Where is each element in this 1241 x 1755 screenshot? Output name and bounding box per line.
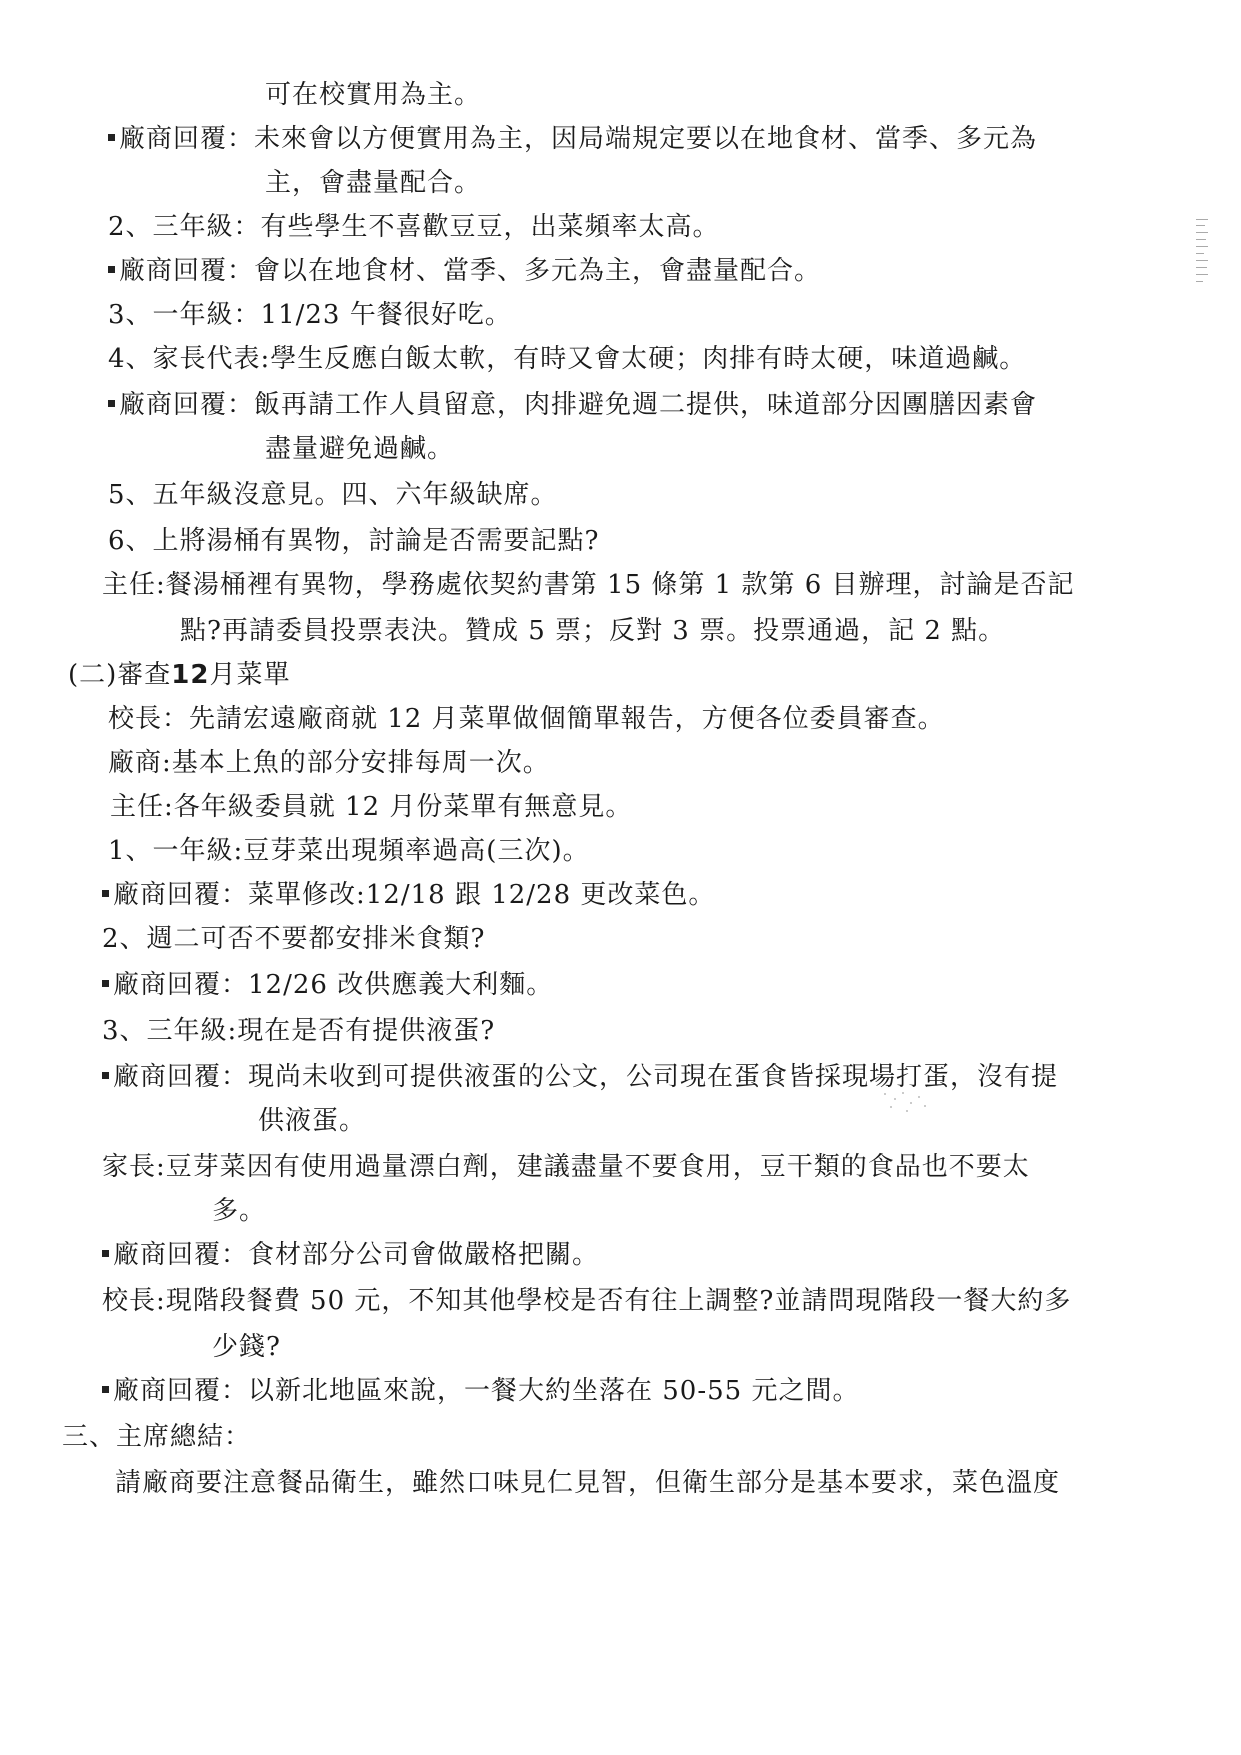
text-line: 供液蛋。 (258, 1106, 367, 1136)
vendor-reply-line: 廠商回覆：以新北地區來說，一餐大約坐落在 50-55 元之間。 (102, 1374, 859, 1408)
director-line: 主任:餐湯桶裡有異物，學務處依契約書第 15 條第 1 款第 6 目辦理，討論是否記 (102, 570, 1075, 600)
bullet-icon (102, 1250, 109, 1257)
item-line: 6、上將湯桶有異物，討論是否需要記點? (108, 526, 600, 556)
vendor-reply-line: 廠商回覆：菜單修改:12/18 跟 12/28 更改菜色。 (102, 878, 715, 912)
item-line: 2、三年級：有些學生不喜歡豆豆，出菜頻率太高。 (108, 212, 720, 242)
scan-artifact (880, 1090, 930, 1114)
bullet-icon (108, 266, 115, 273)
item-line: 3、三年級:現在是否有提供液蛋? (102, 1016, 496, 1046)
vendor-reply-line: 廠商回覆：12/26 改供應義大利麵。 (102, 968, 553, 1002)
text-line: 盡量避免過鹹。 (265, 434, 455, 464)
vendor-reply-line: 廠商回覆：現尚未收到可提供液蛋的公文，公司現在蛋食皆採現場打蛋，沒有提 (102, 1060, 1058, 1094)
item-line: 1、一年級:豆芽菜出現頻率過高(三次)。 (108, 836, 590, 866)
vendor-line: 廠商:基本上魚的部分安排每周一次。 (108, 748, 550, 778)
text-line: 主，會盡量配合。 (265, 168, 482, 198)
vendor-reply-line: 廠商回覆：會以在地食材、當季、多元為主，會盡量配合。 (108, 254, 821, 288)
section-heading: 三、主席總結： (62, 1422, 252, 1452)
vendor-reply-line: 廠商回覆：飯再請工作人員留意，肉排避免週二提供，味道部分因團膳因素會 (108, 388, 1037, 422)
text-line: 少錢? (212, 1332, 281, 1362)
section-heading: (二)審查12月菜單 (68, 660, 291, 690)
director-line: 主任:各年級委員就 12 月份菜單有無意見。 (110, 792, 633, 822)
bullet-icon (102, 1072, 109, 1079)
text-line: 請廠商要注意餐品衛生，雖然口味見仁見智，但衛生部分是基本要求，菜色溫度 (115, 1468, 1061, 1498)
bullet-icon (102, 980, 109, 987)
item-line: 3、一年級：11/23 午餐很好吃。 (108, 300, 512, 330)
bullet-icon (108, 400, 115, 407)
principal-line: 校長:現階段餐費 50 元，不知其他學校是否有往上調整?並請問現階段一餐大約多 (102, 1286, 1072, 1316)
text-line: 點?再請委員投票表決。贊成 5 票；反對 3 票。投票通過，記 2 點。 (180, 616, 1006, 646)
bullet-icon (102, 1386, 109, 1393)
vendor-reply-line: 廠商回覆：未來會以方便實用為主，因局端規定要以在地食材、當季、多元為 (108, 122, 1037, 156)
item-line: 2、週二可否不要都安排米食類? (102, 924, 486, 954)
item-line: 4、家長代表:學生反應白飯太軟，有時又會太硬；肉排有時太硬，味道過鹹。 (108, 344, 1027, 374)
text-line: 多。 (212, 1196, 267, 1226)
text-line: 可在校實用為主。 (265, 80, 482, 110)
item-line: 5、五年級沒意見。四、六年級缺席。 (108, 480, 558, 510)
parent-line: 家長:豆芽菜因有使用過量漂白劑，建議盡量不要食用，豆干類的食品也不要太 (102, 1152, 1030, 1182)
vendor-reply-line: 廠商回覆：食材部分公司會做嚴格把關。 (102, 1238, 599, 1272)
scan-artifact (1196, 215, 1210, 285)
bullet-icon (102, 890, 109, 897)
bullet-icon (108, 134, 115, 141)
principal-line: 校長：先請宏遠廠商就 12 月菜單做個簡單報告，方便各位委員審查。 (108, 704, 945, 734)
